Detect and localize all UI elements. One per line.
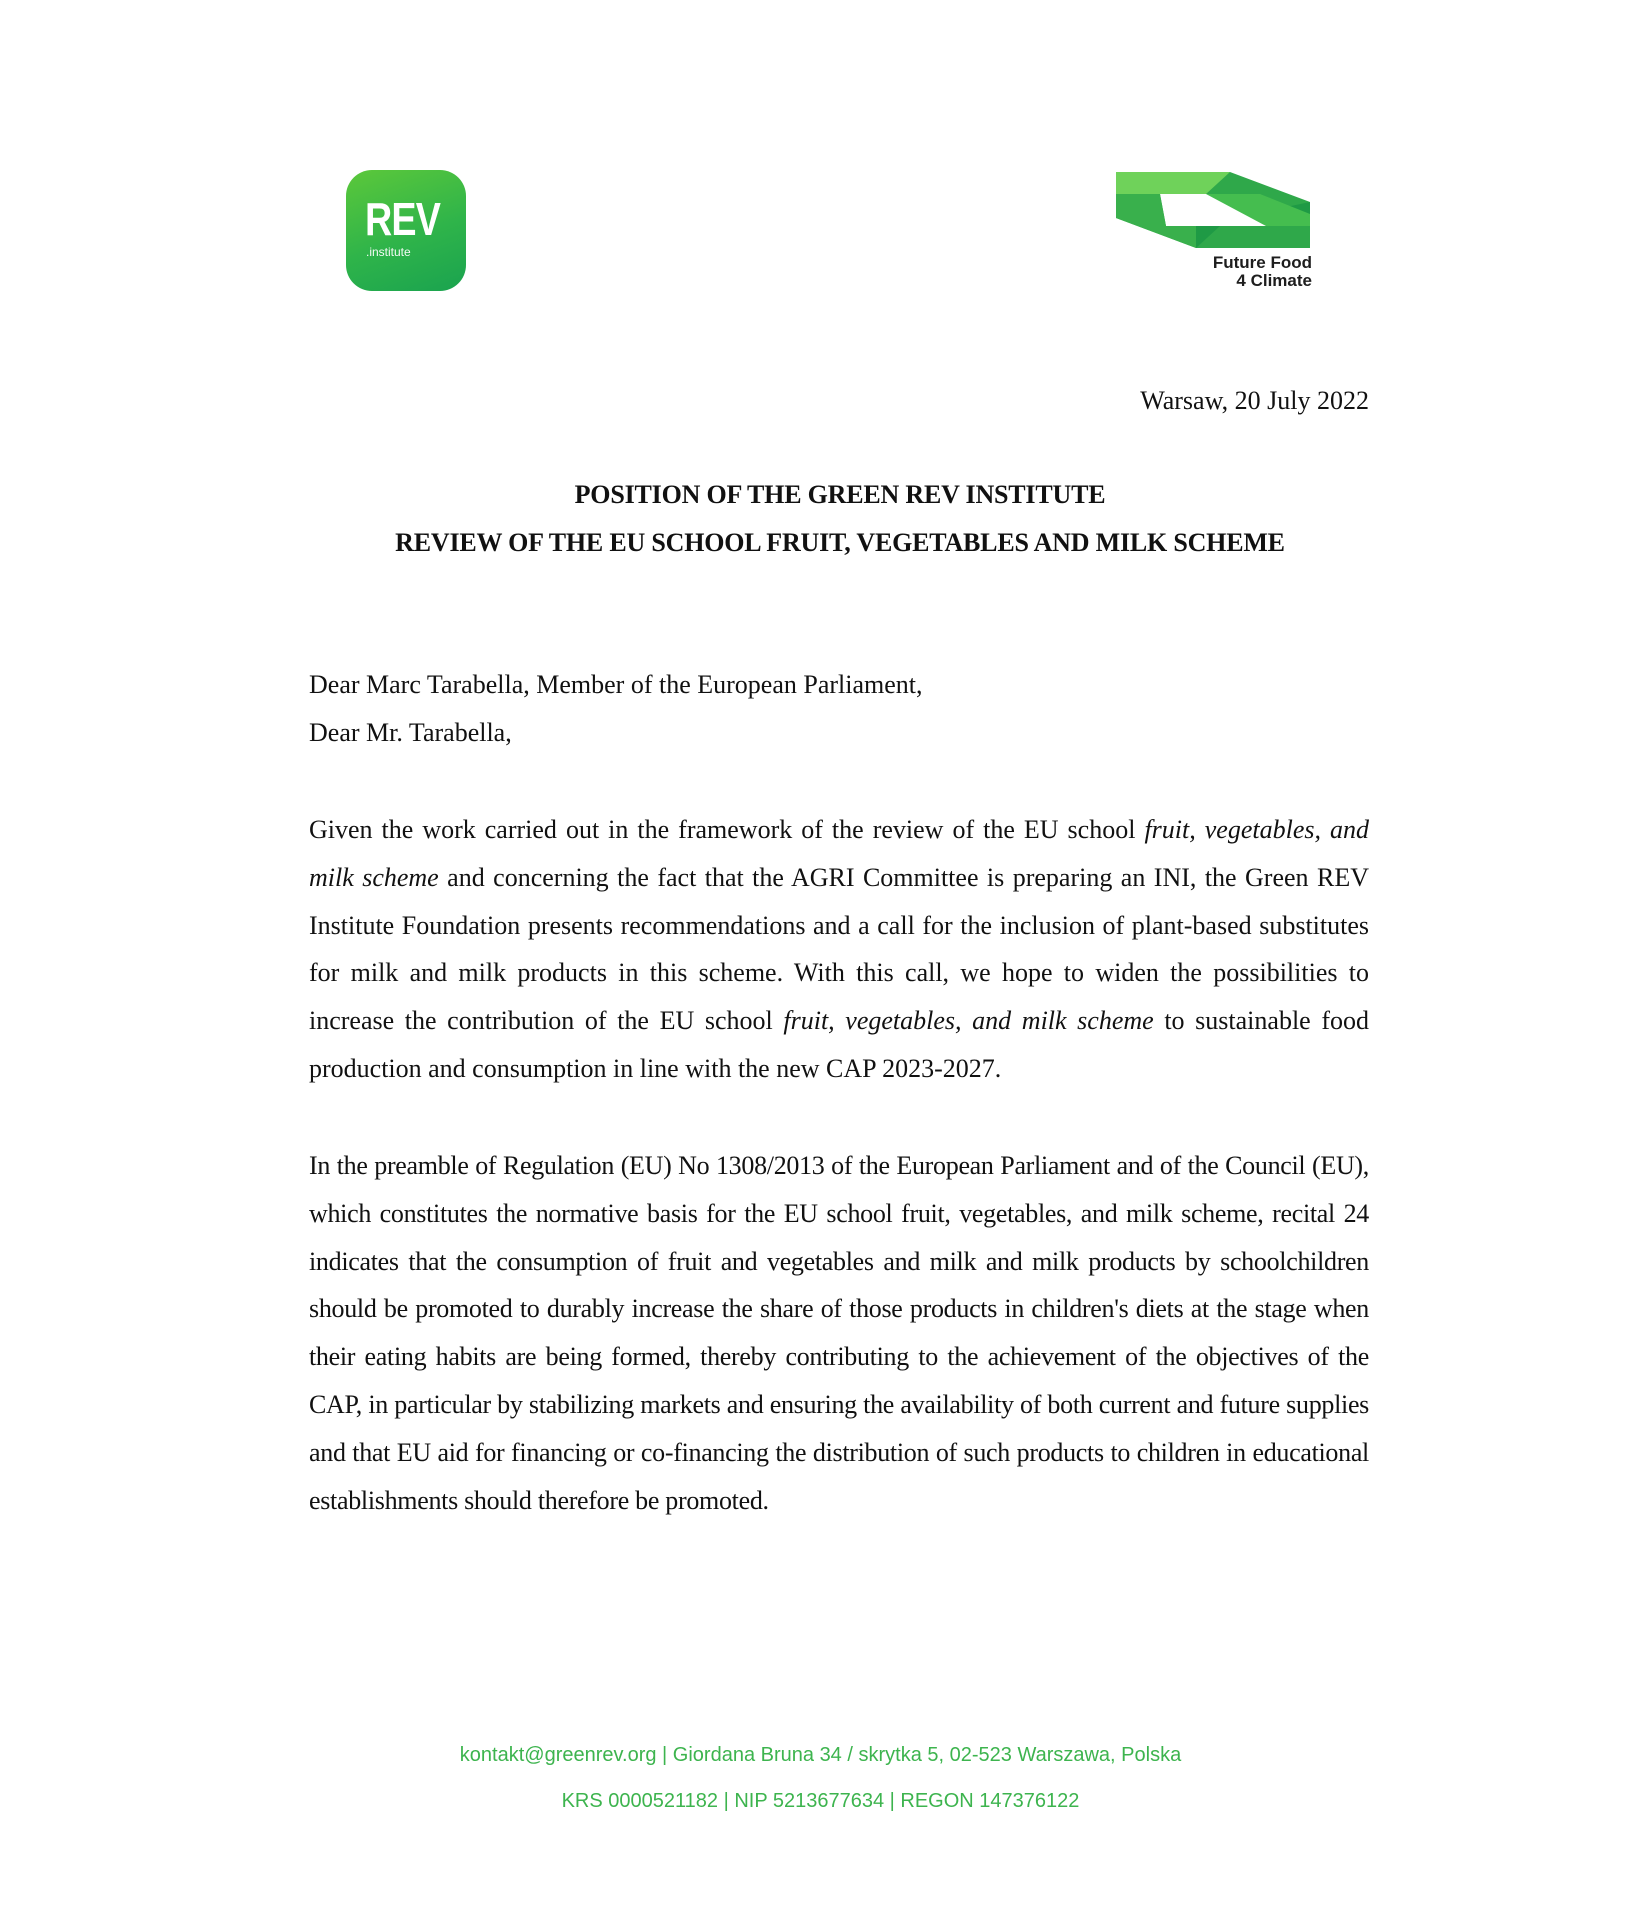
salutation-line-2: Dear Mr. Tarabella, <box>309 718 512 747</box>
para1-scheme-name-1: fruit, vegetables, and milk scheme <box>309 815 1369 892</box>
future-food-logo-line1: Future Food <box>1212 253 1312 272</box>
para1-text-a: Given the work carried out in the framework of the review of the EU school <box>309 815 1145 844</box>
rev-institute-logo <box>346 170 466 291</box>
heading-line-2: REVIEW OF THE EU SCHOOL FRUIT, VEGETABLES AND MILK SCHEME <box>395 528 1285 557</box>
para1-scheme-name-2: fruit, vegetables, and milk scheme <box>783 1006 1154 1036</box>
footer-registry-line: KRS 0000521182 | NIP 5213677634 | REGON 147376122 <box>561 1790 1080 1812</box>
letter-date: Warsaw, 20 July 2022 <box>1140 386 1369 415</box>
salutation-line-1: Dear Marc Tarabella, Member of the European Parliament, <box>309 670 923 699</box>
future-food-logo-line2: 4 Climate <box>1236 271 1312 290</box>
body-paragraph-2: In the preamble of Regulation (EU) No 1308/2013 of the European Parliament and of the Council (EU), which constitutes the normative basis for the EU school fruit, vegetables, and milk scheme, recital 24 indicates that the consumption of fruit and vegetables and milk and milk products by schoolchildren should be promoted to durably increase the share of those products in children's diets at the stage when their eating habits are being formed, thereby contributing to the achievement of the objectives of the CAP, in particular by stabilizing markets and ensuring the availability of both current and future supplies and that EU aid for financing or co-financing the distribution of such products to children in educational establishments should therefore be promoted. <box>309 1151 1369 1515</box>
rev-logo-word: REV <box>365 193 441 245</box>
rev-logo-sub: .institute <box>366 245 411 259</box>
ribbon-icon <box>1110 168 1316 252</box>
body-paragraph-1 <box>309 806 1369 1093</box>
future-food-4-climate-logo <box>1110 168 1316 296</box>
heading-line-1: POSITION OF THE GREEN REV INSTITUTE <box>574 480 1106 509</box>
para1-text-e: to sustainable food production and consumption in line with the new CAP 2023-2027. <box>309 1006 1369 1083</box>
footer-contact-line: kontakt@greenrev.org | Giordana Bruna 34 / skrytka 5, 02-523 Warszawa, Polska <box>459 1744 1182 1766</box>
para1-text-c: and concerning the fact that the AGRI Committee is preparing an INI, the Green REV Institute Foundation presents recommendations and a call for the inclusion of plant-based substitutes for milk and milk products in this scheme. With this call, we hope to widen the possibilities to increase the contribution of the EU school <box>309 862 1369 1036</box>
